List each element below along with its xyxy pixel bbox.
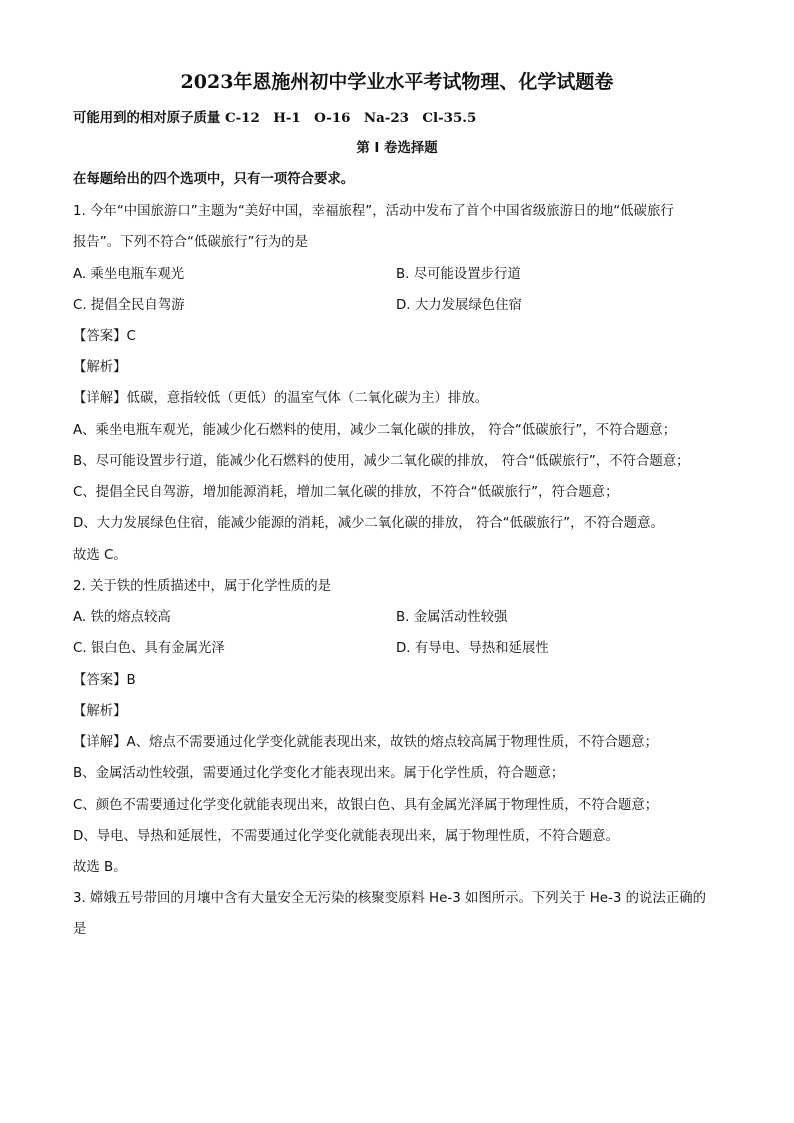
q1-stem-line1: 1. 今年“中国旅游口”主题为“美好中国，幸福旅程”，活动中发布了首个中国省级旅游日的地“低碳旅行 <box>73 204 674 219</box>
section-heading: 第 I 卷选择题 <box>356 141 438 156</box>
q1-analysis-label: 【解析】 <box>73 360 127 375</box>
q1-answer: 【答案】C <box>73 329 136 344</box>
q2-stem: 2. 关于铁的性质描述中，属于化学性质的是 <box>73 579 332 594</box>
q1-conclusion: 故选 C。 <box>73 548 127 563</box>
q1-explain-d: D、大力发展绿色住宿，能减少能源的消耗，减少二氧化碳的排放， 符合“低碳旅行”，不符合题意。 <box>73 516 664 531</box>
q2-option-c: C. 银白色、具有金属光泽 <box>73 641 225 656</box>
q1-option-a: A. 乘坐电瓶车观光 <box>73 267 185 282</box>
q2-option-d: D. 有导电、导热和延展性 <box>396 641 549 656</box>
q1-detail: 【详解】低碳，意指较低（更低）的温室气体（二氧化碳为主）排放。 <box>73 391 489 406</box>
q2-explain-b: B、金属活动性较强，需要通过化学变化才能表现出来。属于化学性质，符合题意； <box>73 766 565 781</box>
q1-explain-b: B、尽可能设置步行道，能减少化石燃料的使用，减少二氧化碳的排放， 符合“低碳旅行”，不符合题意； <box>73 454 690 469</box>
q2-option-b: B. 金属活动性较强 <box>396 610 508 625</box>
q1-stem-line2: 报告”。下列不符合“低碳旅行”行为的是 <box>73 235 309 250</box>
q1-option-c: C. 提倡全民自驾游 <box>73 298 185 313</box>
q2-detail: 【详解】A、熔点不需要通过化学变化就能表现出来，故铁的熔点较高属于物理性质，不符合题意； <box>73 735 658 750</box>
q2-answer: 【答案】B <box>73 673 136 688</box>
q3-stem-line2: 是 <box>73 922 87 937</box>
q2-conclusion: 故选 B。 <box>73 860 127 875</box>
q3-stem-line1: 3. 嫦娥五号带回的月壤中含有大量安全无污染的核聚变原料 He-3 如图所示。下列关于 He-3 的说法正确的 <box>73 891 706 906</box>
page-title: 2023年恩施州初中学业水平考试物理、化学试题卷 <box>180 71 614 93</box>
q2-analysis-label: 【解析】 <box>73 704 127 719</box>
atomic-masses: 可能用到的相对原子质量 C-12 H-1 O-16 Na-23 Cl-35.5 <box>73 110 477 126</box>
q1-explain-c: C、提倡全民自驾游，增加能源消耗，增加二氧化碳的排放，不符合“低碳旅行”，符合题意； <box>73 485 619 500</box>
instruction: 在每题给出的四个选项中，只有一项符合要求。 <box>73 172 355 187</box>
q2-explain-c: C、颜色不需要通过化学变化就能表现出来，故银白色、具有金属光泽属于物理性质，不符合题意； <box>73 798 659 813</box>
q1-explain-a: A、乘坐电瓶车观光，能减少化石燃料的使用，减少二氧化碳的排放， 符合“低碳旅行”，不符合题意； <box>73 423 677 438</box>
q2-option-a: A. 铁的熔点较高 <box>73 610 171 625</box>
q2-explain-d: D、导电、导热和延展性，不需要通过化学变化就能表现出来，属于物理性质，不符合题意。 <box>73 829 619 844</box>
q1-option-b: B. 尽可能设置步行道 <box>396 267 521 282</box>
q1-option-d: D. 大力发展绿色住宿 <box>396 298 522 313</box>
